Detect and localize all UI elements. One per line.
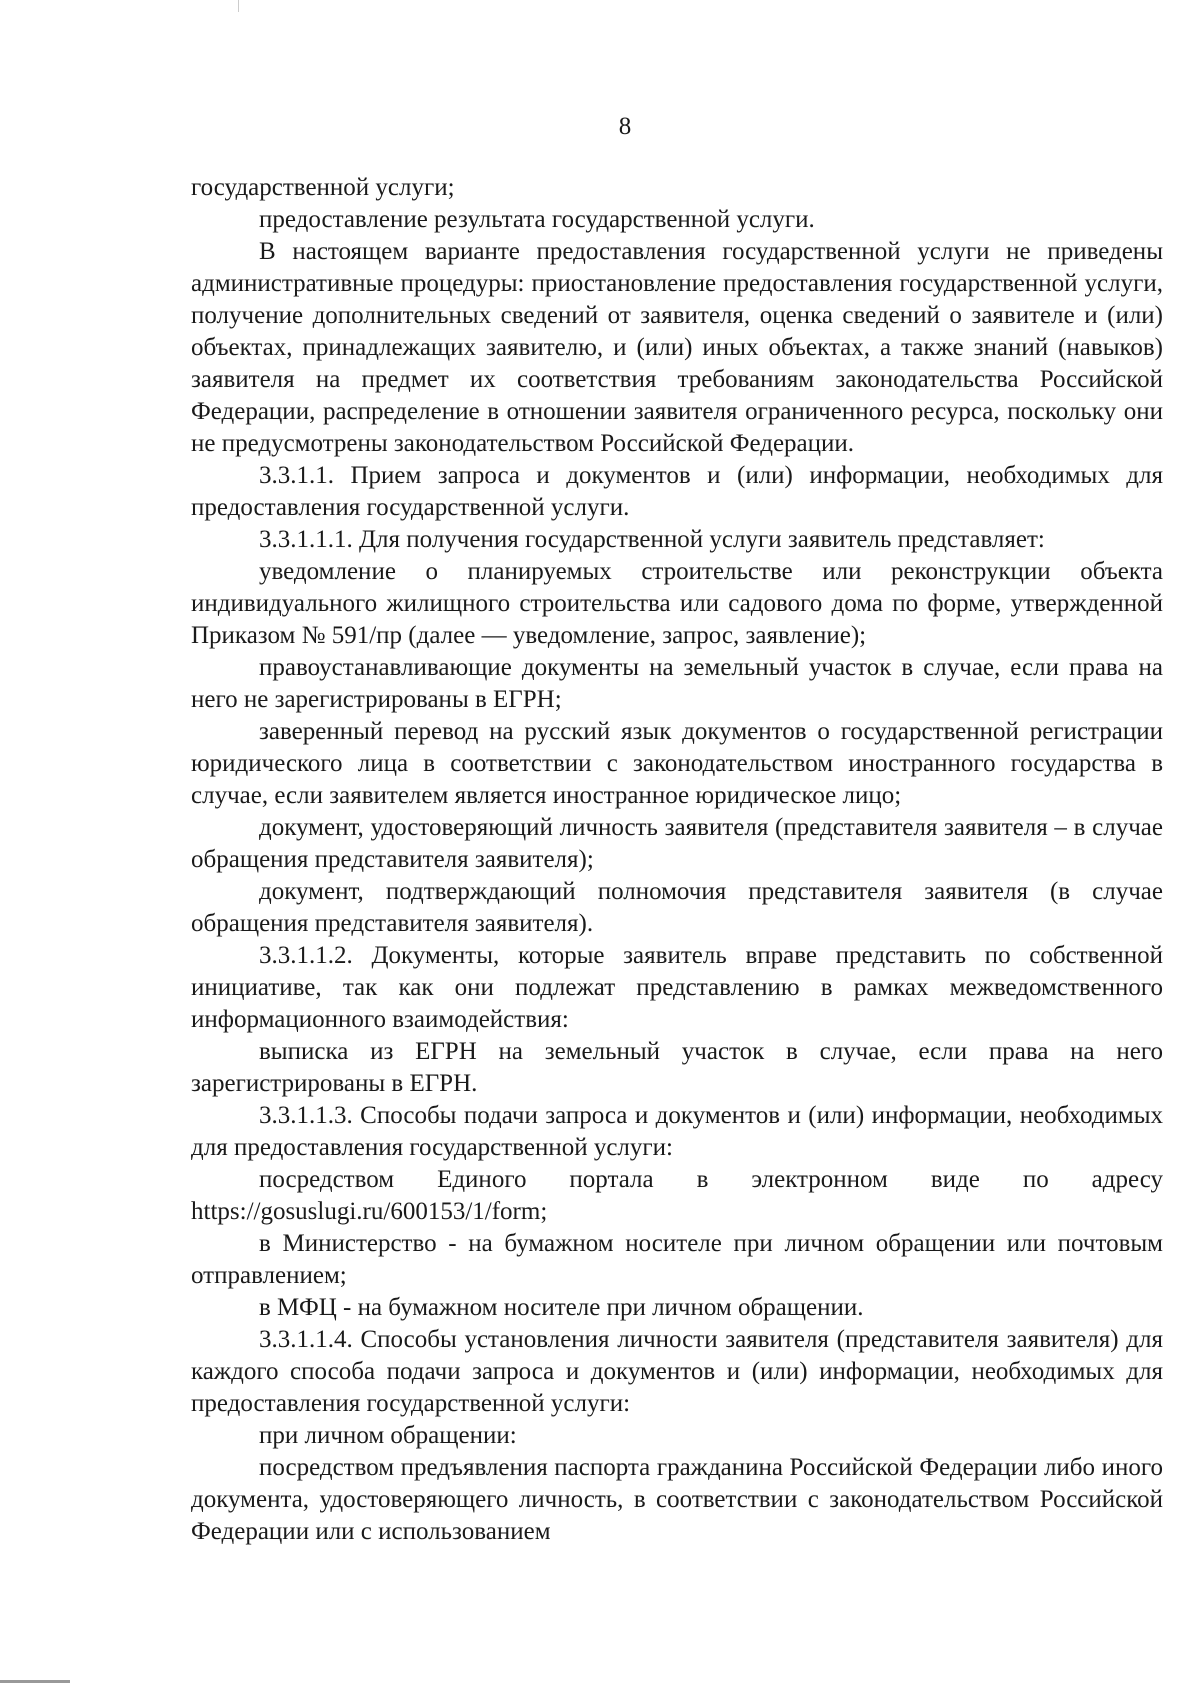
paragraph: 3.3.1.1.3. Способы подачи запроса и документов и (или) информации, необходимых для предоставления государственной услуги: xyxy=(191,1102,1163,1161)
scan-artifact-top xyxy=(238,0,239,12)
paragraph: 3.3.1.1.1. Для получения государственной услуги заявитель представляет: xyxy=(259,526,1045,553)
paragraph: выписка из ЕГРН на земельный участок в случае, если права на него зарегистрированы в ЕГРН. xyxy=(191,1038,1163,1097)
paragraph: заверенный перевод на русский язык документов о государственной регистрации юридического лица в соответствии с законодательством иностранного государства в случае, если заявителем является иностранное юридическое лицо; xyxy=(191,718,1163,809)
paragraph: В настоящем варианте предоставления государственной услуги не приведены административные процедуры: приостановление предоставления государственной услуги, получение дополнительных сведений от заявителя, оценка сведений о заявителе и (или) объектах, принадлежащих заявителю, и (или) иных объектах, а также знаний (навыков) заявителя на предмет их соответствия требованиям законодательства Российской Федерации, распределение в отношении заявителя ограниченного ресурса, поскольку они не предусмотрены законодательством Российской Федерации. xyxy=(191,238,1163,457)
document-body xyxy=(191,172,1163,1548)
paragraph: документ, подтверждающий полномочия представителя заявителя (в случае обращения представителя заявителя). xyxy=(191,878,1163,937)
paragraph: документ, удостоверяющий личность заявителя (представителя заявителя – в случае обращения представителя заявителя); xyxy=(191,814,1163,873)
page-number: 8 xyxy=(618,113,632,140)
paragraph: в Министерство - на бумажном носителе при личном обращении или почтовым отправлением; xyxy=(191,1230,1163,1289)
paragraph: 3.3.1.1.4. Способы установления личности заявителя (представителя заявителя) для каждого способа подачи запроса и документов и (или) информации, необходимых для предоставления государственной услуги: xyxy=(191,1326,1163,1417)
paragraph: предоставление результата государственной услуги. xyxy=(259,206,815,233)
paragraph: посредством предъявления паспорта гражданина Российской Федерации либо иного документа, удостоверяющего личность, в соответствии с законодательством Российской Федерации или с использованием xyxy=(191,1454,1163,1545)
paragraph: при личном обращении: xyxy=(259,1422,517,1449)
paragraph: уведомление о планируемых строительстве или реконструкции объекта индивидуального жилищного строительства или садового дома по форме, утвержденной Приказом № 591/пр (далее — уведомление, запрос, заявление); xyxy=(191,558,1163,649)
paragraph: 3.3.1.1.2. Документы, которые заявитель вправе представить по собственной инициативе, так как они подлежат представлению в рамках межведомственного информационного взаимодействия: xyxy=(191,942,1163,1033)
paragraph: 3.3.1.1. Прием запроса и документов и (или) информации, необходимых для предоставления государственной услуги. xyxy=(191,462,1163,521)
scan-artifact-bottom xyxy=(0,1680,70,1683)
paragraph: государственной услуги; xyxy=(191,174,455,201)
paragraph: правоустанавливающие документы на земельный участок в случае, если права на него не зарегистрированы в ЕГРН; xyxy=(191,654,1163,713)
paragraph: посредством Единого портала в электронном виде по адресу https://gosuslugi.ru/600153/1/form; xyxy=(191,1166,1163,1225)
paragraph: в МФЦ - на бумажном носителе при личном обращении. xyxy=(259,1294,864,1321)
